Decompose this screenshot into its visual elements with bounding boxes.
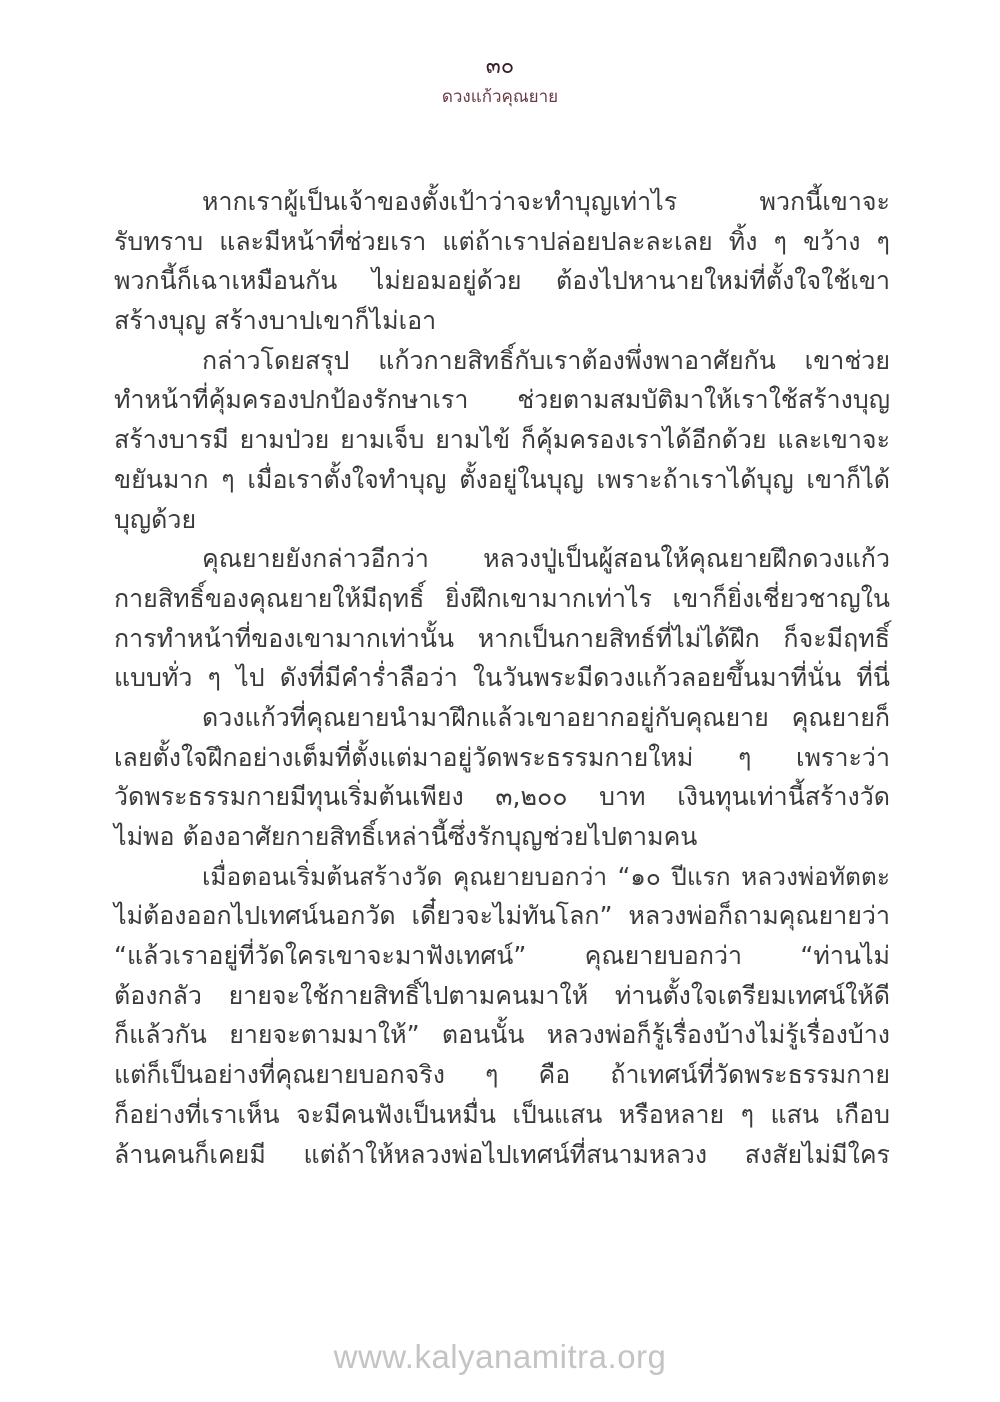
text-line: ไม่พอ ต้องอาศัยกายสิทธิ์เหล่านี้ซึ่งรักบุญช่วยไปตามคน [114, 822, 698, 851]
text-line: การทำหน้าที่ของเขามากเท่านั้น หากเป็นกายสิทธ์ที่ไม่ได้ฝึก ก็จะมีฤทธิ์ [114, 623, 890, 653]
text-line: แต่ก็เป็นอย่างที่คุณยายบอกจริง ๆ คือ ถ้าเทศน์ที่วัดพระธรรมกาย [114, 1060, 890, 1090]
text-line: ล้านคนก็เคยมี แต่ถ้าให้หลวงพ่อไปเทศน์ที่สนามหลวง สงสัยไม่มีใคร [114, 1139, 890, 1169]
text-line: หากเราผู้เป็นเจ้าของตั้งเป้าว่าจะทำบุญเท่าไร พวกนี้เขาจะ [202, 187, 890, 216]
text-line: สร้างบุญ สร้างบาปเขาก็ไม่เอา [114, 306, 437, 336]
text-line: ขยันมาก ๆ เมื่อเราตั้งใจทำบุญ ตั้งอยู่ในบุญ เพราะถ้าเราได้บุญ เขาก็ได้ [114, 464, 890, 494]
text-line: ทำหน้าที่คุ้มครองปกป้องรักษาเรา ช่วยตามสมบัติมาให้เราใช้สร้างบุญ [114, 385, 890, 415]
text-line: กล่าวโดยสรุป แก้วกายสิทธิ์กับเราต้องพึ่งพาอาศัยกัน เขาช่วย [202, 345, 890, 375]
text-line: บุญด้วย [114, 504, 197, 534]
text-line: เมื่อตอนเริ่มต้นสร้างวัด คุณยายบอกว่า “๑๐ ปีแรก หลวงพ่อทัตตะ [202, 861, 890, 891]
running-title: ดวงแก้วคุณยาย [441, 87, 559, 107]
text-line: ดวงแก้วที่คุณยายนำมาฝึกแล้วเขาอยากอยู่กับคุณยาย คุณยายก็ [202, 702, 890, 732]
body-text [114, 182, 890, 1174]
text-line: คุณยายยังกล่าวอีกว่า หลวงปู่เป็นผู้สอนให้คุณยายฝึกดวงแก้ว [202, 544, 890, 574]
text-line: พวกนี้ก็เฉาเหมือนกัน ไม่ยอมอยู่ด้วย ต้องไปหานายใหม่ที่ตั้งใจใช้เขา [114, 266, 890, 296]
text-line: ไม่ต้องออกไปเทศน์นอกวัด เดี๋ยวจะไม่ทันโลก” หลวงพ่อก็ถามคุณยายว่า [114, 901, 890, 931]
footer-url: www.kalyanamitra.org [333, 1338, 667, 1375]
page-number: ๓๐ [485, 54, 515, 79]
text-line: ก็แล้วกัน ยายจะตามมาให้” ตอนนั้น หลวงพ่อก็รู้เรื่องบ้างไม่รู้เรื่องบ้าง [114, 1020, 890, 1050]
text-line: “แล้วเราอยู่ที่วัดใครเขาจะมาฟังเทศน์” คุณยายบอกว่า “ท่านไม่ [114, 941, 890, 971]
text-line: รับทราบ และมีหน้าที่ช่วยเรา แต่ถ้าเราปล่อยปละละเลย ทิ้ง ๆ ขว้าง ๆ [114, 226, 890, 256]
text-line: ต้องกลัว ยายจะใช้กายสิทธิ์ไปตามคนมาให้ ท่านตั้งใจเตรียมเทศน์ให้ดี [114, 980, 890, 1010]
text-line: วัดพระธรรมกายมีทุนเริ่มต้นเพียง ๓,๒๐๐ บาท เงินทุนเท่านี้สร้างวัด [114, 782, 890, 812]
text-line: สร้างบารมี ยามป่วย ยามเจ็บ ยามไข้ ก็คุ้มครองเราได้อีกด้วย และเขาจะ [114, 425, 890, 455]
page-header [0, 52, 1000, 110]
text-line: แบบทั่ว ๆ ไป ดังที่มีคำร่ำลือว่า ในวันพระมีดวงแก้วลอยขึ้นมาที่นั่น ที่นี่ [114, 663, 890, 693]
text-line: ก็อย่างที่เราเห็น จะมีคนฟังเป็นหมื่น เป็นแสน หรือหลาย ๆ แสน เกือบ [114, 1099, 890, 1129]
text-line: เลยตั้งใจฝึกอย่างเต็มที่ตั้งแต่มาอยู่วัดพระธรรมกายใหม่ ๆ เพราะว่า [114, 742, 890, 772]
text-line: กายสิทธิ์ของคุณยายให้มีฤทธิ์ ยิ่งฝึกเขามากเท่าไร เขาก็ยิ่งเชี่ยวชาญใน [114, 583, 890, 613]
